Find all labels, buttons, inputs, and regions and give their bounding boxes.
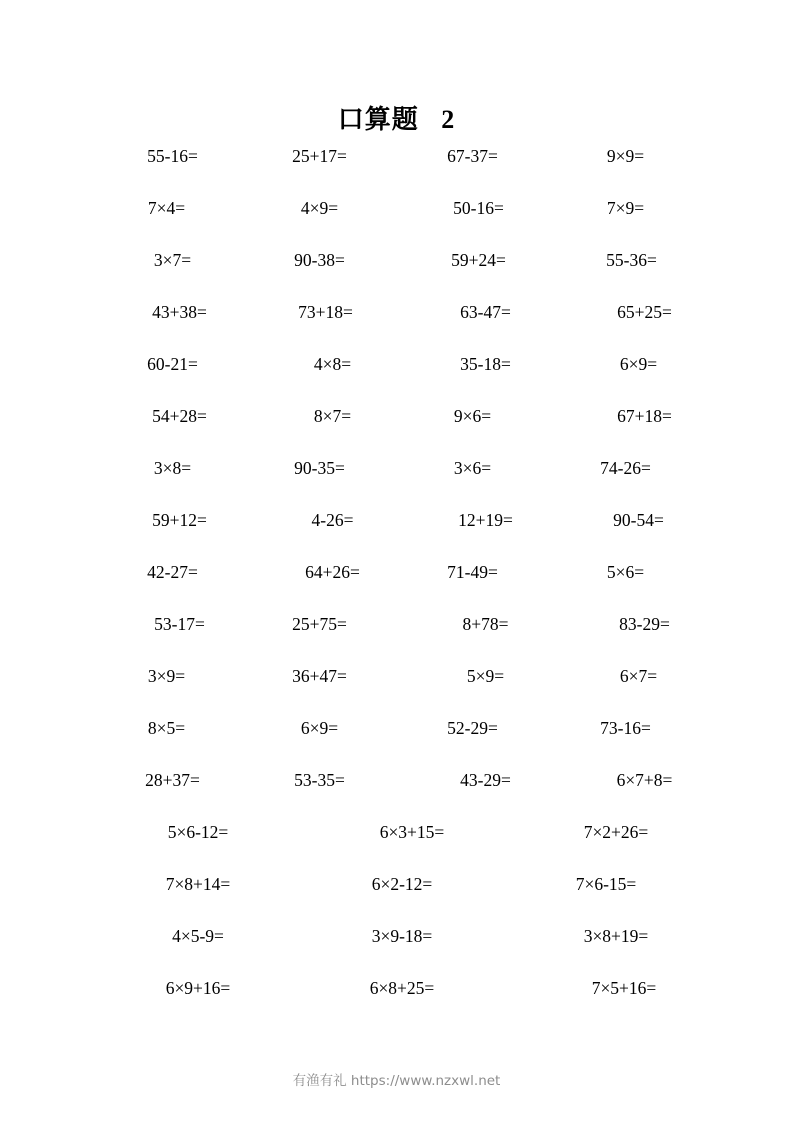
problem-item: 3×7=	[153, 250, 192, 270]
problem-item: 7×4=	[147, 198, 186, 218]
problem-item: 54+28=	[152, 406, 207, 426]
problem-item: 4×5-9=	[172, 926, 224, 946]
problem-item: 6×9=	[300, 718, 339, 738]
problem-item: 53-17=	[154, 614, 205, 634]
problem-item: 3×6=	[453, 458, 492, 478]
problem-item: 7×8+14=	[165, 874, 231, 894]
problem-item: 8×5=	[147, 718, 186, 738]
problem-item: 8+78=	[462, 614, 509, 634]
problem-item: 4×8=	[313, 354, 352, 374]
problem-row	[96, 824, 708, 876]
problem-row	[96, 876, 708, 928]
problem-item: 9×6=	[453, 406, 492, 426]
problem-item: 90-54=	[613, 510, 664, 530]
problem-item: 43-29=	[460, 770, 511, 790]
problem-row	[96, 356, 708, 408]
problem-item: 5×6=	[606, 562, 645, 582]
problem-item: 5×6-12=	[167, 822, 229, 842]
problem-item: 36+47=	[292, 666, 347, 686]
problem-row	[96, 408, 708, 460]
problem-item: 12+19=	[458, 510, 513, 530]
problem-item: 28+37=	[145, 770, 200, 790]
problem-item: 6×9=	[619, 354, 658, 374]
problem-item: 59+12=	[152, 510, 207, 530]
problem-row	[96, 980, 708, 1032]
problem-row	[96, 460, 708, 512]
problem-item: 83-29=	[619, 614, 670, 634]
problem-item: 67+18=	[617, 406, 672, 426]
problem-row	[96, 148, 708, 200]
problem-item: 6×2-12=	[371, 874, 433, 894]
problem-row	[96, 928, 708, 980]
problem-item: 53-35=	[294, 770, 345, 790]
problem-item: 6×7+8=	[616, 770, 673, 790]
problem-item: 8×7=	[313, 406, 352, 426]
problem-item: 35-18=	[460, 354, 511, 374]
problem-item: 3×8+19=	[583, 926, 649, 946]
problem-row	[96, 772, 708, 824]
problem-item: 4-26=	[311, 510, 354, 530]
problem-item: 60-21=	[147, 354, 198, 374]
problem-row	[96, 512, 708, 564]
problem-item: 3×9-18=	[371, 926, 433, 946]
problem-item: 6×7=	[619, 666, 658, 686]
problem-item: 73-16=	[600, 718, 651, 738]
problem-item: 42-27=	[147, 562, 198, 582]
problem-item: 25+17=	[292, 146, 347, 166]
problem-grid	[96, 148, 708, 1032]
problem-item: 55-16=	[147, 146, 198, 166]
problem-item: 6×9+16=	[165, 978, 231, 998]
problem-item: 73+18=	[298, 302, 353, 322]
problem-item: 3×8=	[153, 458, 192, 478]
problem-item: 67-37=	[447, 146, 498, 166]
footer-watermark: 有渔有礼 https://www.nzxwl.net	[292, 1073, 501, 1089]
problem-item: 43+38=	[152, 302, 207, 322]
problem-item: 52-29=	[447, 718, 498, 738]
page-title: 口算题 2	[337, 105, 456, 134]
problem-item: 7×6-15=	[575, 874, 637, 894]
problem-item: 7×2+26=	[583, 822, 649, 842]
problem-item: 6×3+15=	[379, 822, 445, 842]
problem-row	[96, 252, 708, 304]
problem-item: 7×9=	[606, 198, 645, 218]
problem-row	[96, 200, 708, 252]
problem-item: 64+26=	[305, 562, 360, 582]
problem-item: 9×9=	[606, 146, 645, 166]
problem-item: 6×8+25=	[369, 978, 435, 998]
problem-item: 59+24=	[451, 250, 506, 270]
problem-item: 90-38=	[294, 250, 345, 270]
problem-item: 65+25=	[617, 302, 672, 322]
problem-row	[96, 304, 708, 356]
problem-row	[96, 720, 708, 772]
problem-row	[96, 668, 708, 720]
problem-item: 74-26=	[600, 458, 651, 478]
problem-item: 7×5+16=	[591, 978, 657, 998]
problem-item: 55-36=	[606, 250, 657, 270]
problem-item: 25+75=	[292, 614, 347, 634]
problem-item: 4×9=	[300, 198, 339, 218]
problem-row	[96, 564, 708, 616]
problem-item: 5×9=	[466, 666, 505, 686]
problem-row	[96, 616, 708, 668]
problem-item: 50-16=	[453, 198, 504, 218]
problem-item: 71-49=	[447, 562, 498, 582]
problem-item: 90-35=	[294, 458, 345, 478]
problem-item: 3×9=	[147, 666, 186, 686]
problem-item: 63-47=	[460, 302, 511, 322]
